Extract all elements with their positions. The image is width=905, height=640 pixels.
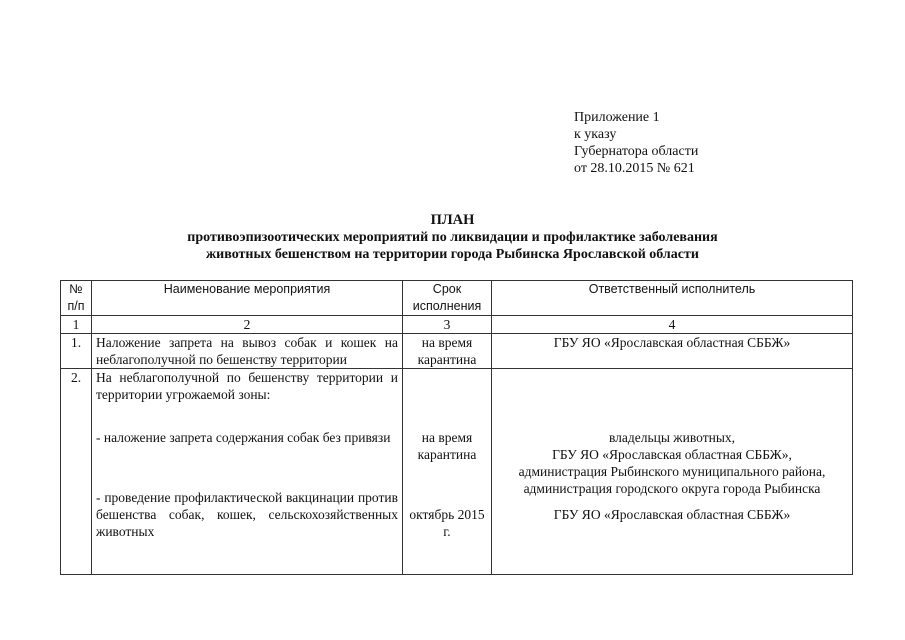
row-resp: ГБУ ЯО «Ярославская областная СББЖ»	[492, 334, 853, 369]
column-number-row	[61, 316, 853, 334]
document-title	[0, 212, 905, 263]
row-item-name: - наложение запрета содержания собак без привязи	[96, 430, 391, 445]
row-item-name: - проведение профилактической вакцинации против бешенства собак, кошек, сельскохозяйственных животных	[96, 490, 398, 539]
table-header-row	[61, 281, 853, 316]
row-item-resp: администрация Рыбинского муниципального района,	[518, 464, 826, 479]
col-number: 3	[403, 316, 492, 334]
row-resp-cell	[492, 369, 853, 575]
row-item-term: на время карантина	[417, 430, 477, 462]
row-term: на время карантина	[403, 334, 492, 369]
title-line: животных бешенством на территории города Рыбинска Ярославской области	[206, 247, 699, 262]
row-item-resp: администрация городского округа города Рыбинска	[523, 481, 821, 496]
row-term-cell	[403, 369, 492, 575]
table-row	[61, 334, 853, 369]
header-resp: Ответственный исполнитель	[492, 281, 853, 316]
col-number: 4	[492, 316, 853, 334]
row-name: Наложение запрета на вывоз собак и кошек на неблагополучной по бешенству территории	[92, 334, 403, 369]
row-item-term: октябрь 2015 г.	[409, 507, 485, 539]
row-name-cell	[92, 369, 403, 575]
appendix-block	[574, 109, 698, 177]
row-num: 2.	[61, 369, 92, 575]
col-number: 1	[61, 316, 92, 334]
appendix-line: Приложение 1	[574, 110, 660, 125]
row-item-resp: ГБУ ЯО «Ярославская областная СББЖ»,	[552, 447, 792, 462]
row-item-resp: владельцы животных,	[608, 430, 736, 445]
col-number: 2	[92, 316, 403, 334]
row-item-resp: ГБУ ЯО «Ярославская областная СББЖ»	[553, 507, 791, 522]
row-num: 1.	[61, 334, 92, 369]
row-intro: На неблагополучной по бешенству территории и территории угрожаемой зоны:	[96, 370, 398, 402]
plan-table	[60, 280, 853, 575]
title-line: противоэпизоотических мероприятий по ликвидации и профилактике заболевания	[187, 230, 718, 245]
appendix-line: Губернатора области	[574, 144, 699, 159]
title-plan: ПЛАН	[430, 212, 475, 228]
header-num: № п/п	[61, 281, 92, 316]
table-row	[61, 369, 853, 575]
header-name: Наименование мероприятия	[92, 281, 403, 316]
header-term: Срок исполнения	[403, 281, 492, 316]
appendix-line: к указу	[574, 127, 617, 142]
appendix-line: от 28.10.2015 № 621	[574, 161, 695, 176]
